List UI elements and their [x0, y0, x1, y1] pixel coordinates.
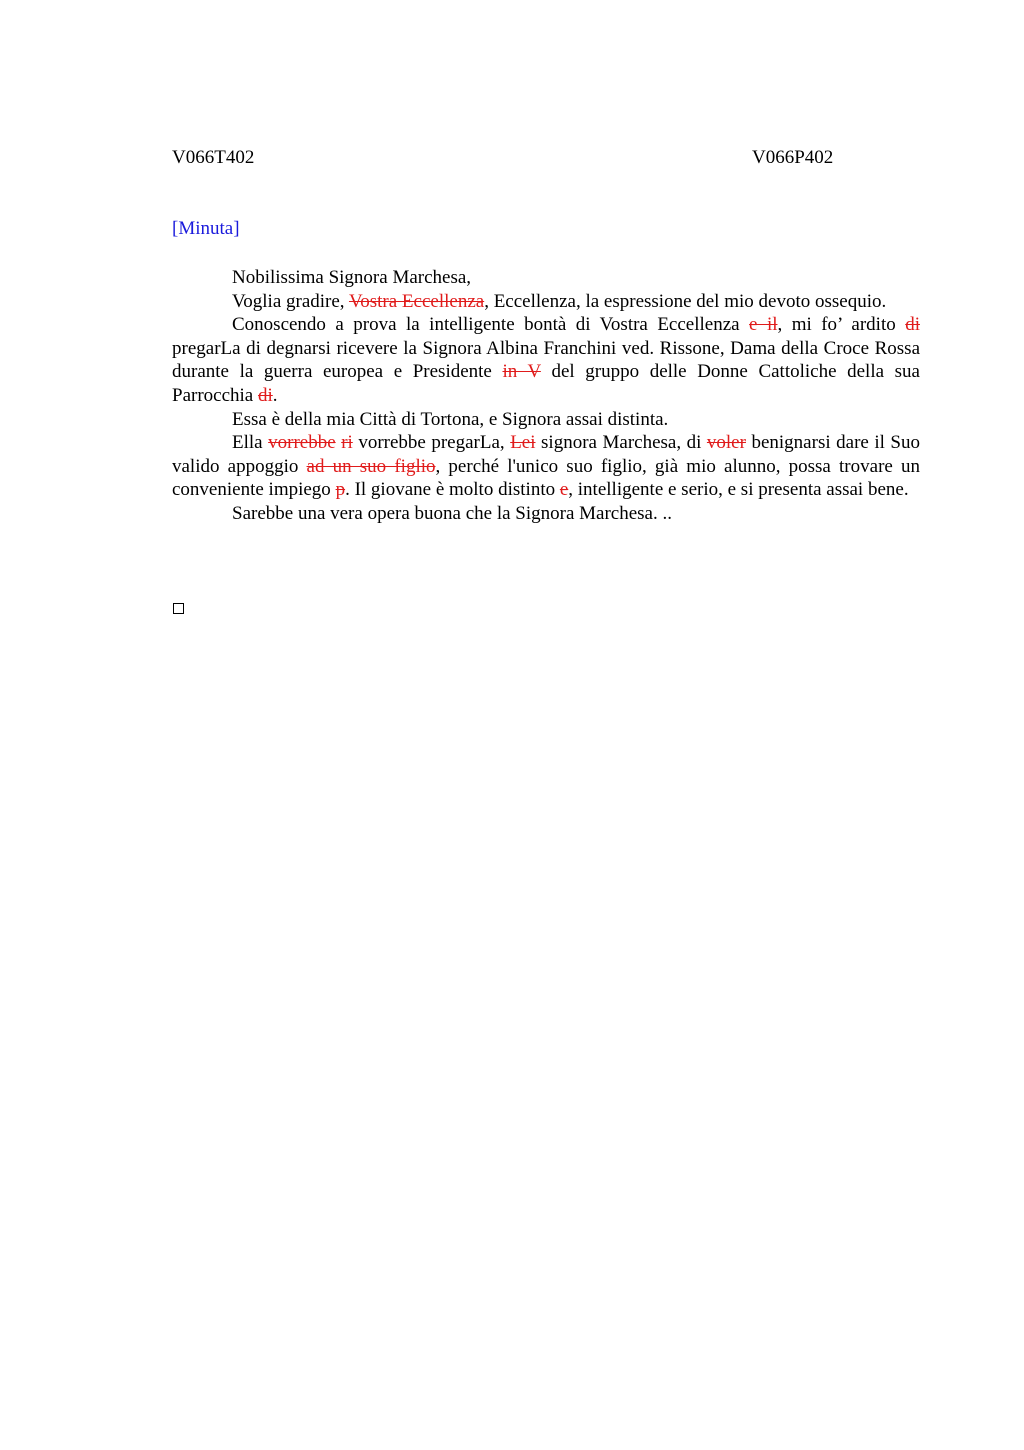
text-segment: .	[272, 384, 278, 406]
text-segment: , Eccellenza, la espressione del mio devoto ossequio.	[484, 290, 887, 312]
deleted-text: Vostra Eccellenza	[348, 290, 485, 312]
letter-body	[172, 266, 920, 526]
text-segment: Conoscendo a prova la intelligente bontà di Vostra Eccellenza	[232, 314, 750, 336]
header-right-code: V066P402	[752, 147, 834, 168]
deleted-text: di	[905, 314, 920, 336]
text-segment: signora Marchesa, di	[535, 432, 707, 454]
letter-paragraph	[172, 431, 920, 502]
text-segment: , mi fo’ ardito	[777, 314, 906, 336]
letter-paragraph	[172, 266, 920, 290]
text-segment: . Il giovane è molto distinto	[345, 479, 560, 501]
text-segment: Voglia gradire,	[232, 290, 349, 312]
end-square-icon	[173, 603, 184, 614]
deleted-text: voler	[706, 432, 746, 454]
deleted-text: di	[257, 384, 273, 406]
letter-paragraph	[172, 502, 920, 526]
deleted-text: ad un suo figlio	[306, 455, 436, 477]
deleted-text: e il	[749, 314, 778, 336]
text-segment: del gruppo delle Donne Cattoliche della sua Parrocchia	[172, 361, 920, 406]
deleted-text: in V	[502, 361, 541, 383]
deleted-text: p	[335, 479, 346, 501]
header-left-code: V066T402	[172, 147, 255, 168]
deleted-text: Lei	[510, 432, 536, 454]
text-segment: pregarLa di degnarsi ricevere la Signora Albina Franchini ved. Rissone, Dama della Croce Rossa durante la guerra europea e Presidente	[172, 337, 920, 383]
deleted-text: e	[559, 479, 569, 501]
text-segment: Sarebbe una vera opera buona che la Signora Marchesa. ..	[232, 502, 672, 524]
text-segment: Essa è della mia Città di Tortona, e Signora assai distinta.	[232, 408, 669, 430]
text-segment: benignarsi dare il Suo valido appoggio	[172, 432, 920, 477]
deleted-text: ri	[341, 432, 353, 454]
letter-paragraph	[172, 290, 920, 314]
deleted-text: vorrebbe	[268, 432, 336, 454]
text-segment: vorrebbe pregarLa,	[352, 432, 511, 454]
text-segment: Ella	[232, 432, 269, 454]
letter-paragraph	[172, 313, 920, 407]
minuta-label: [Minuta]	[172, 218, 240, 239]
text-segment: , perché l'unico suo figlio, già mio alunno, possa trovare un conveniente impiego	[172, 455, 920, 501]
text-segment: Nobilissima Signora Marchesa,	[232, 267, 472, 288]
text-segment: , intelligente e serio, e si presenta assai bene.	[568, 479, 909, 501]
letter-paragraph	[172, 408, 920, 432]
